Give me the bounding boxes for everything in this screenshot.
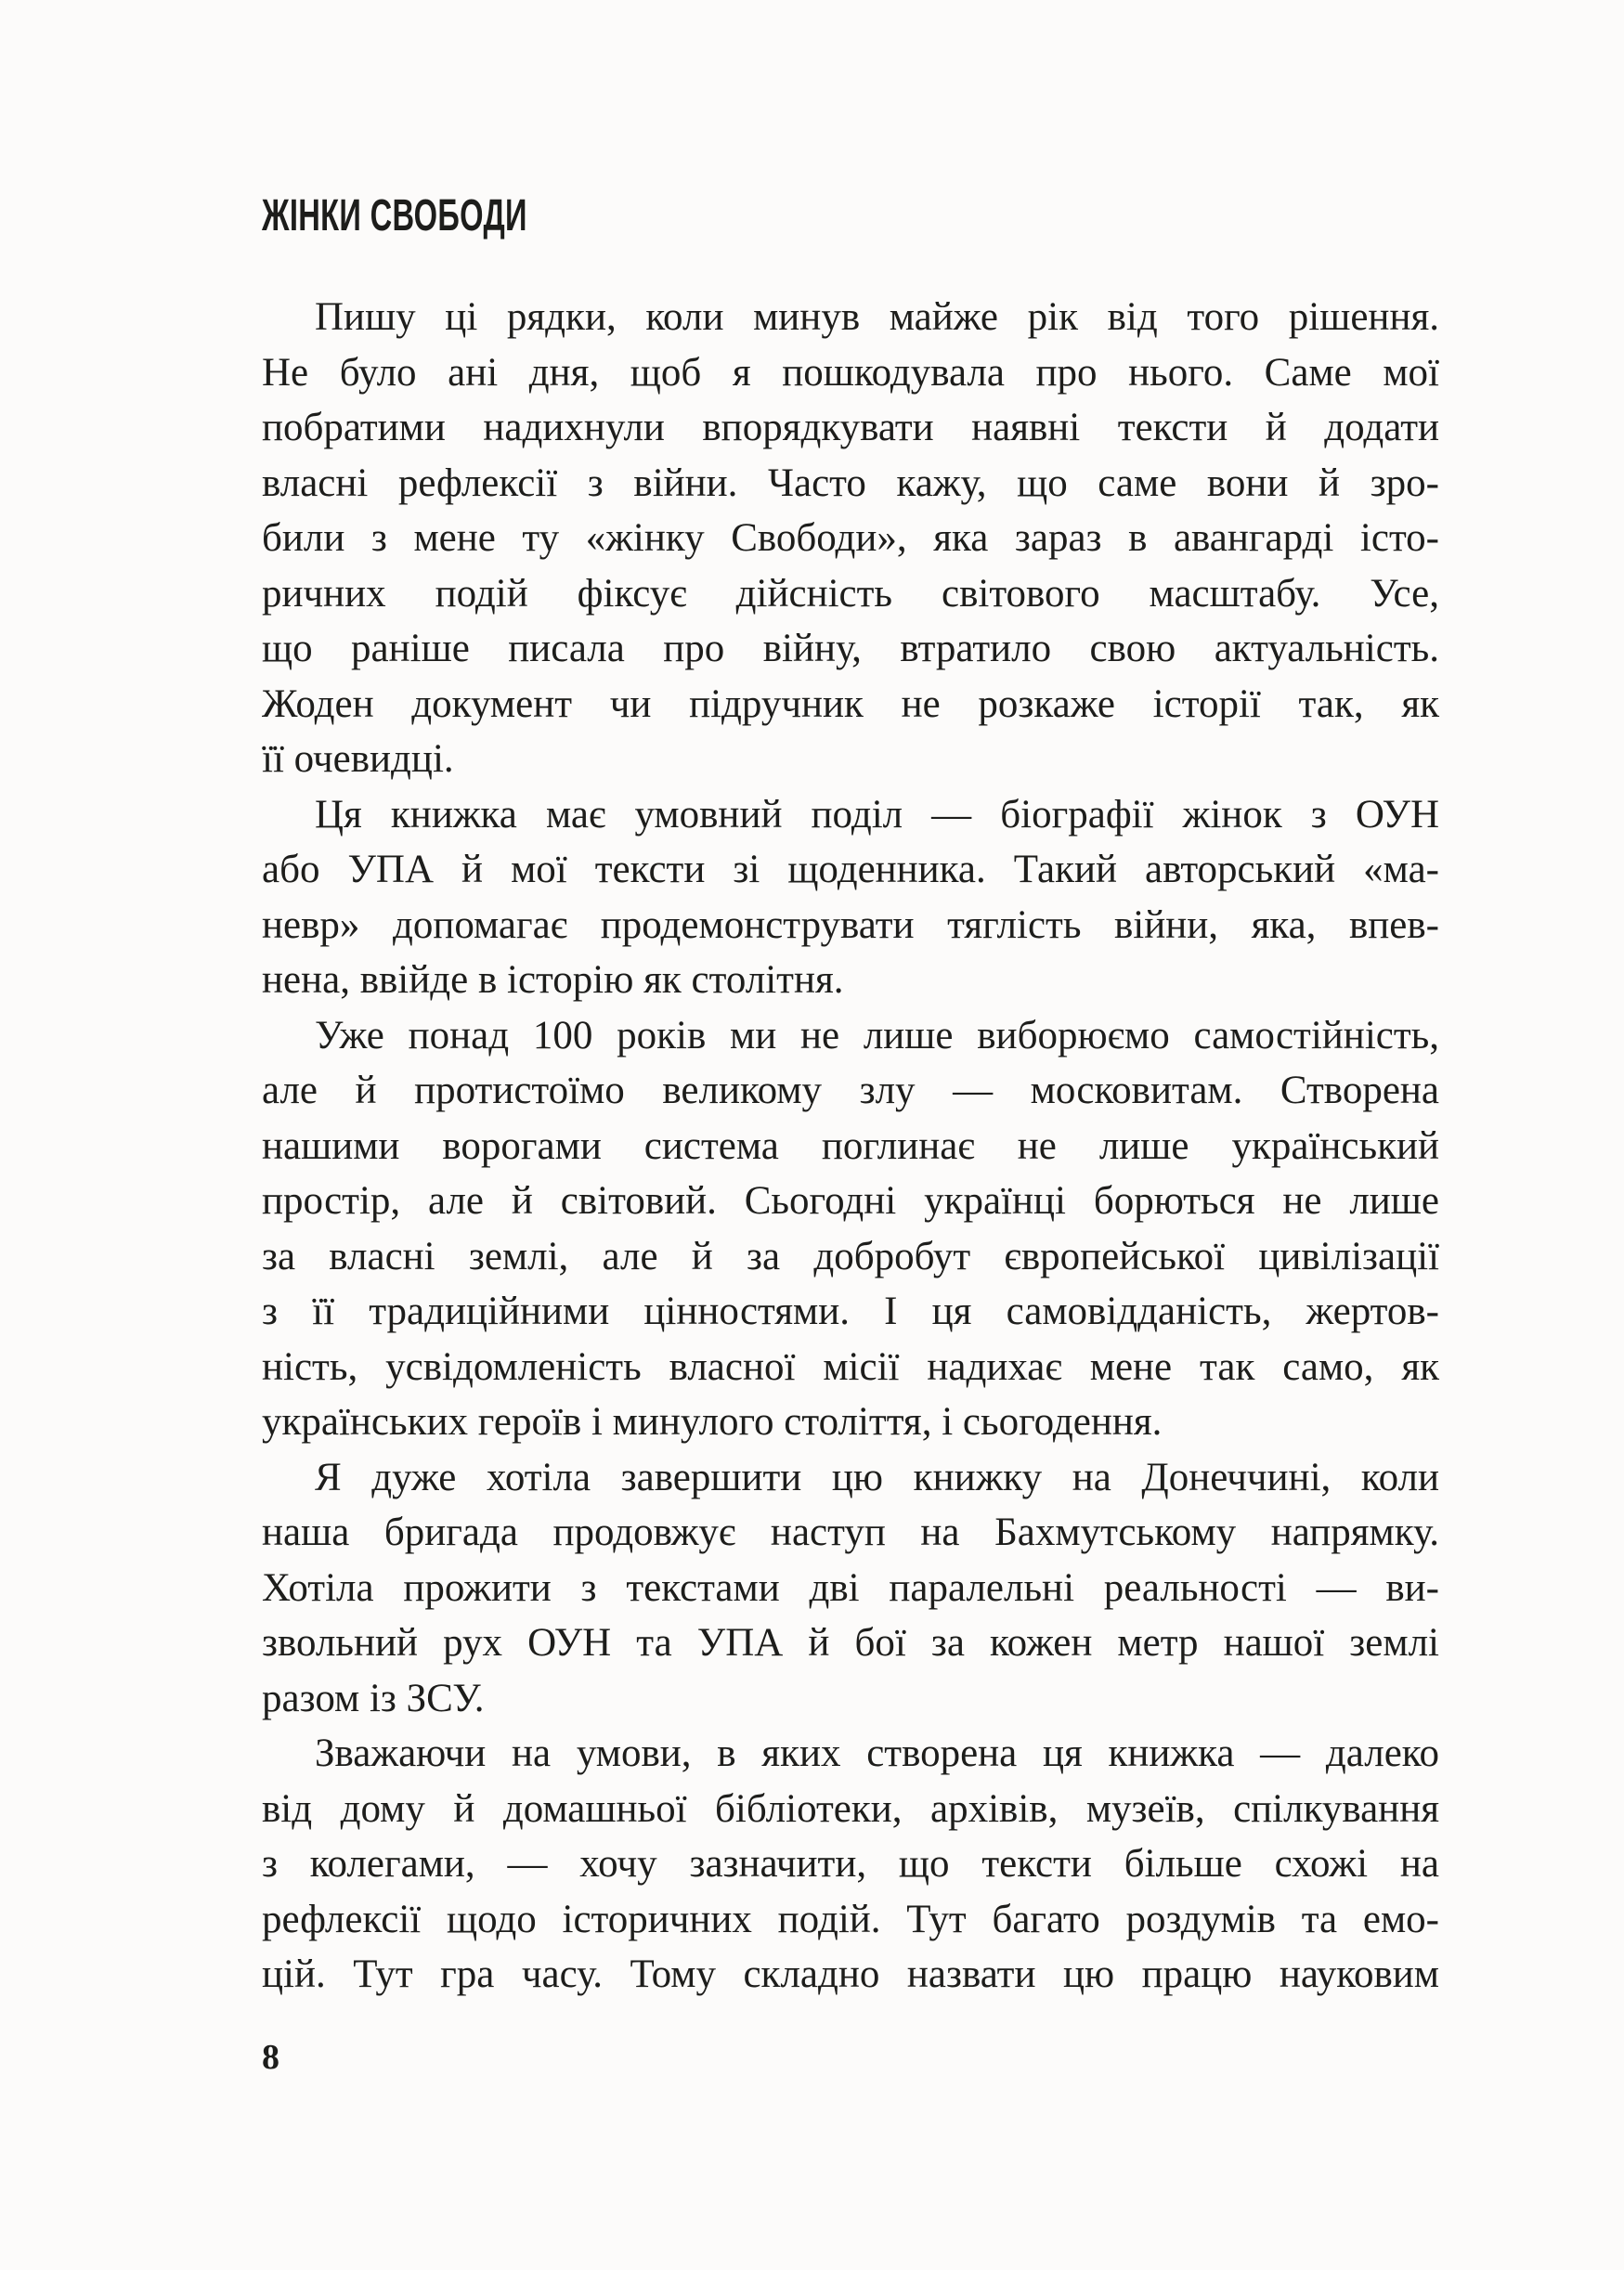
text-line: ність, усвідомленість власної місії надихає мене так само, як: [262, 1344, 1439, 1389]
text-line: її очевидці.: [262, 737, 454, 781]
text-line: нена, ввійде в історію як столітня.: [262, 958, 844, 1002]
text-line: Уже понад 100 років ми не лише виборюємо самостійність,: [315, 1013, 1439, 1057]
text-line: від дому й домашньої бібліотеки, архівів, музеїв, спілкування: [262, 1786, 1439, 1831]
paragraph: [262, 290, 1439, 787]
text-line: Не було ані дня, щоб я пошкодувала про нього. Саме мої: [262, 350, 1439, 395]
text-line: ричних подій фіксує дійсність світового масштабу. Усе,: [262, 571, 1439, 616]
paragraph: [262, 1008, 1439, 1450]
text-line: з її традиційними цінностями. І ця самовідданість, жертов-: [262, 1290, 1439, 1333]
text-line: Зважаючи на умови, в яких створена ця книжка — далеко: [315, 1732, 1439, 1775]
text-line: наша бригада продовжує наступ на Бахмутському напрямку.: [262, 1511, 1439, 1554]
running-header: ЖІНКИ СВОБОДИ: [262, 191, 527, 240]
text-line: що раніше писала про війну, втратило свою актуальність.: [262, 627, 1439, 670]
page-number: 8: [262, 2038, 279, 2077]
text-line: Жоден документ чи підручник не розкаже історії так, як: [262, 681, 1439, 726]
text-line: невр» допомагає продемонструвати тяглість війни, яка, впев-: [262, 902, 1439, 947]
text-line: або УПА й мої тексти зі щоденника. Такий авторський «ма-: [262, 848, 1439, 891]
text-line: але й протистоїмо великому злу — московитам. Створена: [262, 1069, 1439, 1112]
text-line: побратими надихнули впорядкувати наявні тексти й додати: [262, 406, 1439, 449]
text-line: з колегами, — хочу зазначити, що тексти більше схожі на: [262, 1842, 1439, 1886]
text-line: українських героїв і минулого століття, і сьогодення.: [262, 1400, 1163, 1444]
text-line: за власні землі, але й за добробут європейської цивілізації: [262, 1234, 1439, 1278]
text-line: Я дуже хотіла завершити цю книжку на Донеччині, коли: [315, 1455, 1439, 1499]
paragraph: [262, 1726, 1439, 2003]
text-line: цій. Тут гра часу. Тому складно назвати цю працю науковим: [262, 1952, 1439, 1996]
text-line: разом із ЗСУ.: [262, 1676, 485, 1720]
text-line: били з мене ту «жінку Свободи», яка зараз в авангарді істо-: [262, 516, 1439, 560]
text-line: власні рефлексії з війни. Часто кажу, що саме вони й зро-: [262, 460, 1439, 505]
text-line: звольний рух ОУН та УПА й бої за кожен метр нашої землі: [262, 1621, 1439, 1665]
text-line: рефлексії щодо історичних подій. Тут багато роздумів та емо-: [262, 1897, 1439, 1941]
text-line: Пишу ці рядки, коли минув майже рік від того рішення.: [315, 295, 1439, 339]
paragraph: [262, 787, 1439, 1008]
body-text: [262, 290, 1439, 2003]
text-line: простір, але й світовий. Сьогодні українці борються не лише: [262, 1179, 1439, 1223]
paragraph: [262, 1450, 1439, 1727]
text-line: Хотіла прожити з текстами дві паралельні реальності — ви-: [262, 1565, 1439, 1610]
text-line: Ця книжка має умовний поділ — біографії жінок з ОУН: [315, 792, 1439, 837]
text-line: нашими ворогами система поглинає не лише український: [262, 1123, 1439, 1168]
